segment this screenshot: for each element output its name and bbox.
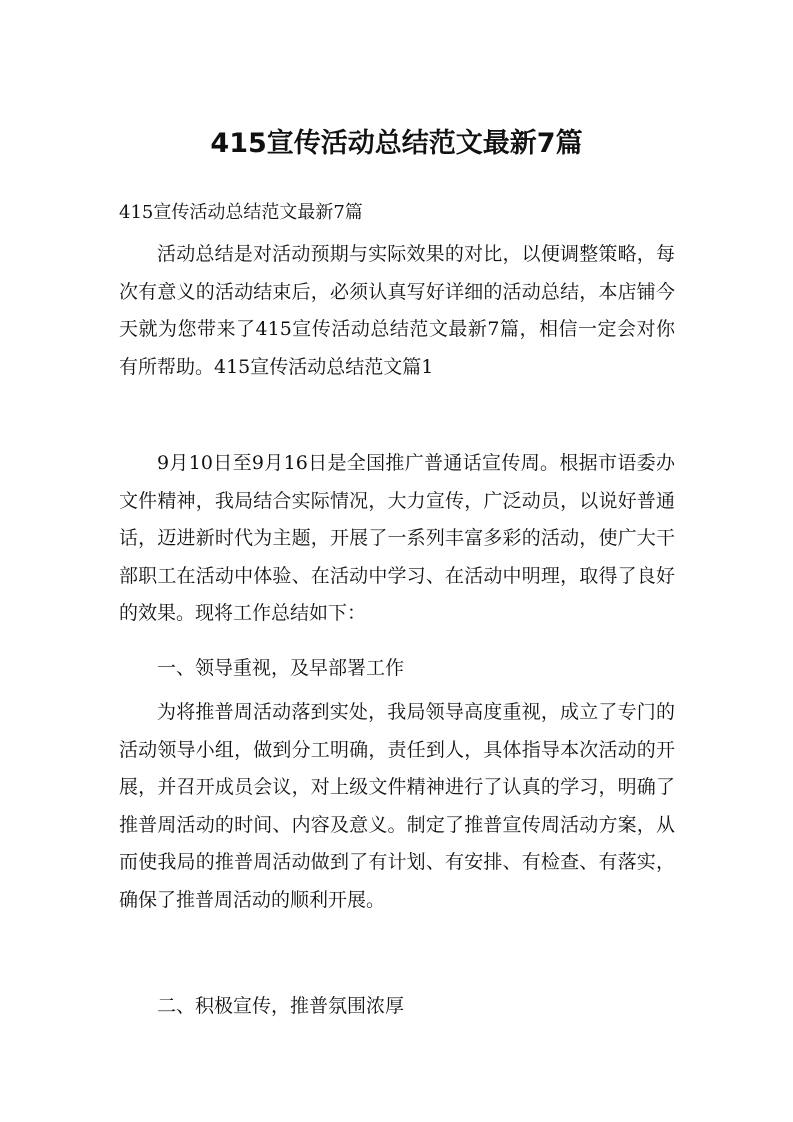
document-title: 415宣传活动总结范文最新7篇: [210, 128, 583, 159]
document-subtitle: 415宣传活动总结范文最新7篇: [119, 202, 363, 223]
section-heading-1: 一、领导重视，及早部署工作: [157, 657, 405, 679]
intro-paragraph: 活动总结是对活动预期与实际效果的对比，以便调整策略，每次有意义的活动结束后，必须认真写好详细的活动总结，本店铺今天就为您带来了415宣传活动总结范文最新7篇，相信一定会对你有所帮助。415宣传活动总结范文篇1: [119, 243, 675, 378]
body-paragraph-1: 9月10日至9月16日是全国推广普通话宣传周。根据市语委办文件精神，我局结合实际情况，大力宣传，广泛动员，以说好普通话，迈进新时代为主题，开展了一系列丰富多彩的活动，使广大干部职工在活动中体验、在活动中学习、在活动中明理，取得了良好的效果。现将工作总结如下：: [119, 452, 675, 624]
section-heading-2: 二、积极宣传，推普氛围浓厚: [157, 995, 405, 1017]
body-paragraph-2: 为将推普周活动落到实处，我局领导高度重视，成立了专门的活动领导小组，做到分工明确，责任到人，具体指导本次活动的开展，并召开成员会议，对上级文件精神进行了认真的学习，明确了推普周活动的时间、内容及意义。制定了推普宣传周活动方案，从而使我局的推普周活动做到了有计划、有安排、有检查、有落实，确保了推普周活动的顺利开展。: [119, 701, 675, 911]
